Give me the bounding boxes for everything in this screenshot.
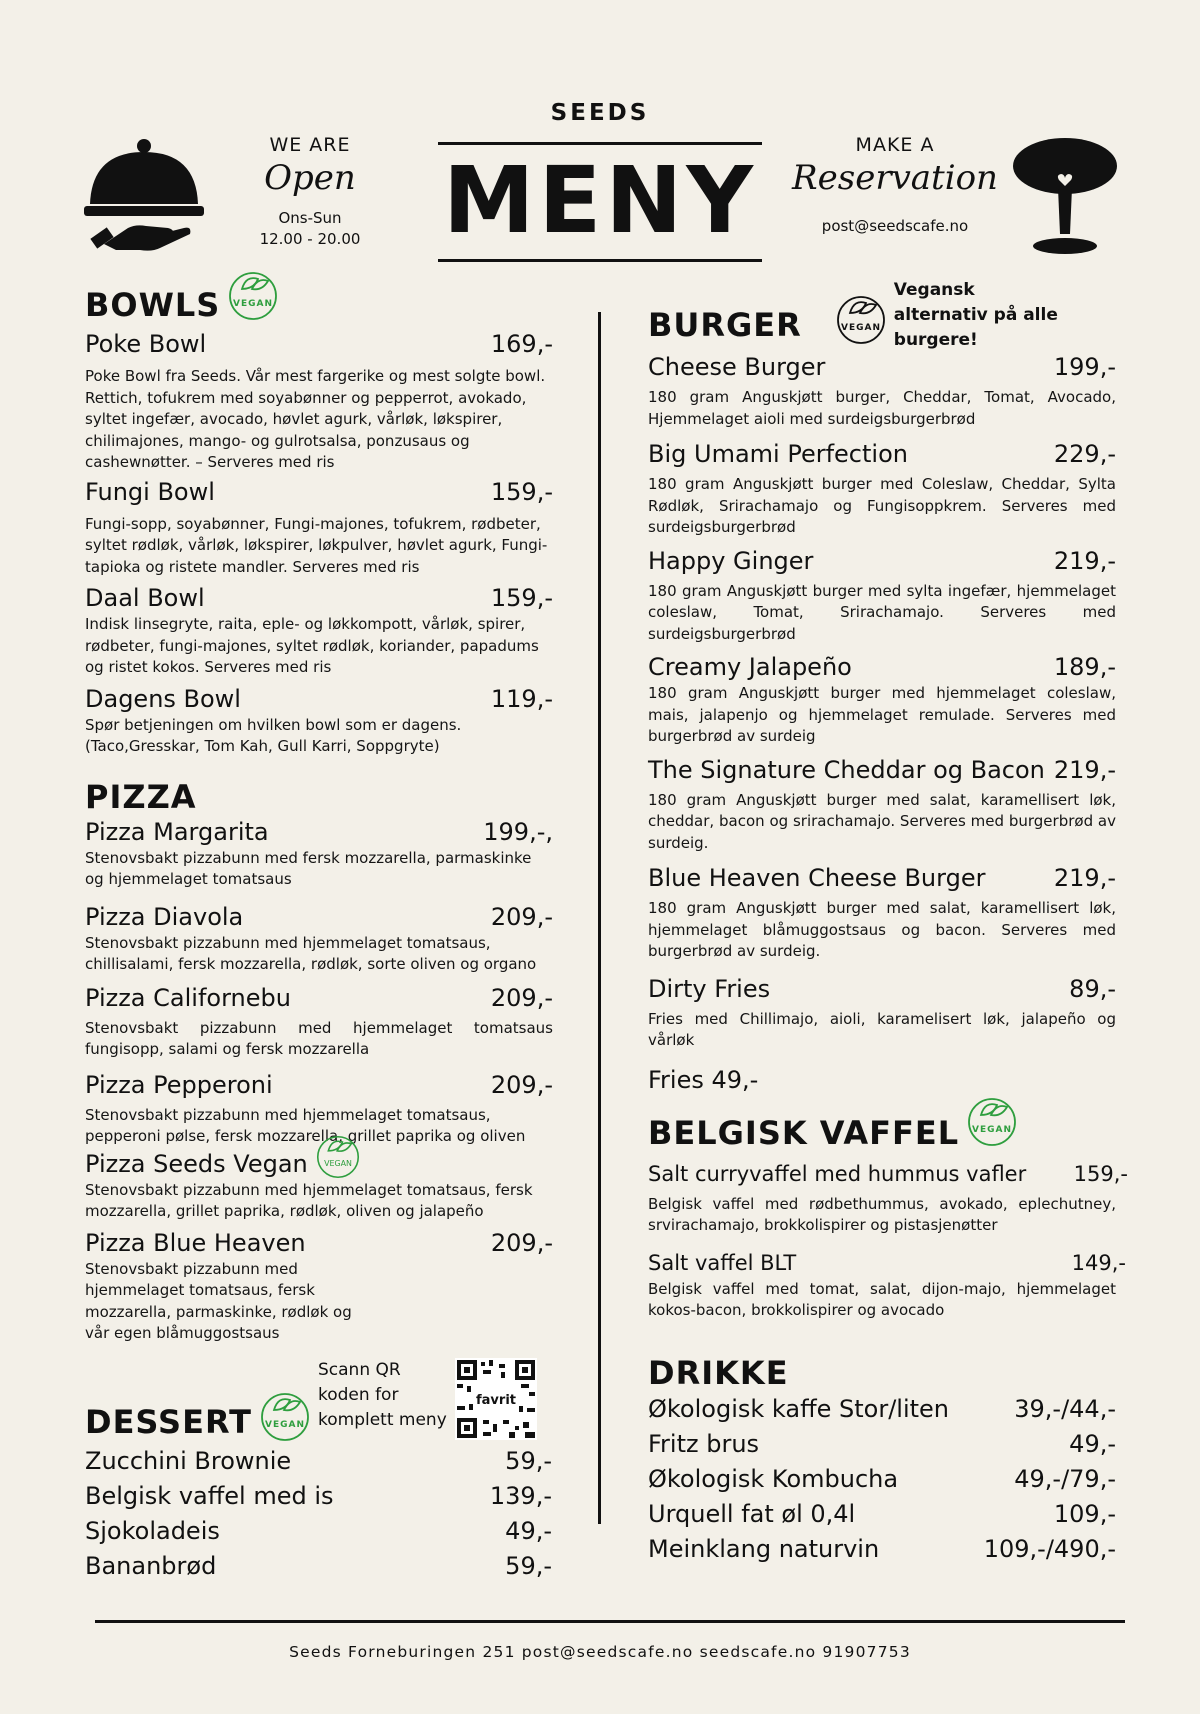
item-desc: 180 gram Anguskjøtt burger med sylta ingefær, hjemmelaget coleslaw, Tomat, Srirachamajo. Serveres med surdeigsburgerbrød [648,581,1116,643]
item-price: 209,- [490,1070,553,1099]
item-name: Sjokoladeis [85,1517,220,1545]
item-name: Belgisk vaffel med is [85,1482,334,1510]
vegan-leaf-icon [228,271,278,321]
item-desc: 180 gram Anguskjøtt burger med Coleslaw, Cheddar, Sylta Rødløk, Srirachamajo og Fungisoppkrem. Serveres med surdeigsburgerbrød [648,475,1116,536]
bowls-heading [85,286,553,324]
res-caps: MAKE A [855,134,935,156]
list-item [648,1532,1116,1567]
open-hours: 12.00 - 20.00 [259,230,361,248]
item-price: 229,- [1053,440,1116,468]
list-item [85,476,553,579]
item-price: 199,- [1053,353,1116,381]
item-name: Pizza Californebu [85,983,291,1012]
item-price: 49,- [505,1517,552,1545]
item-desc: Belgisk vaffel med tomat, salat, dijon-majo, hjemmelaget kokos-bacon, brokkolispirer og avocado [648,1279,1116,1319]
svg-text:VEGAN: VEGAN [840,322,881,333]
fries-item [648,1064,1116,1096]
vegan-leaf-icon [967,1097,1017,1147]
fries-label: Fries 49,- [648,1065,759,1094]
item-desc: Stenovsbakt pizzabunn med hjemmelaget tomatsaus, fersk mozzarella, grillet paprika, rødløk, oliven og jalapeño [85,1180,533,1220]
item-price: 219,- [1053,755,1116,784]
item-name: Pizza Seeds Vegan [85,1149,308,1178]
vegan-note: Vegansk alternativ på alle burgere! [893,280,1058,350]
list-item [85,328,553,474]
item-price: 139,- [489,1482,552,1510]
item-desc: Poke Bowl fra Seeds. Vår mest fargerike og mest solgte bowl. Rettich, tofukrem med soyabønner og pepperrot, avokado, syltet ingefær, avocado, høvlet agurk, vårløk, løkspirer, chilimajones, mango- og gulrotsalsa, ponzusaus og cashewnøtter. – Serveres med ris [85,367,546,471]
list-item [85,982,553,1061]
item-price: 59,- [505,1552,552,1580]
list-item [648,1427,1116,1462]
item-name: Cheese Burger [648,353,826,381]
item-name: Pizza Margarita [85,817,269,846]
item-desc: 180 gram Anguskjøtt burger med salat, karamellisert løk, hjemmelaget blåmuggostsaus og bacon. Serveres med burgerbrød av surdeig. [648,899,1116,960]
list-item [85,582,553,679]
item-price: 59,- [505,1447,552,1475]
list-item [648,438,1116,539]
list-item [648,651,1116,748]
vaffel-heading [648,1114,1116,1152]
item-price: 109,-/490,- [983,1534,1116,1563]
reservation-email[interactable]: post@seedscafe.no [821,217,969,235]
list-item [85,1514,552,1549]
svg-text:VEGAN: VEGAN [233,299,274,309]
item-price: 159,- [490,477,553,506]
item-desc: Stenovsbakt pizzabunn med hjemmelaget tomatsaus, fersk mozzarella, parmaskinke, rødløk og vår egen blåmuggostsaus [85,1259,352,1342]
dessert-heading [85,1402,553,1442]
item-price: 169,- [490,330,553,358]
item-name: Happy Ginger [648,546,814,575]
item-price: 119,- [490,684,553,713]
vegan-leaf-icon [836,295,886,345]
item-desc: Fries med Chillimajo, aioli, karamelisert løk, jalapeño og vårløk [648,1009,1116,1049]
item-name: Økologisk kaffe Stor/liten [648,1394,950,1423]
item-price: 149,- [1071,1250,1126,1275]
list-item [85,683,553,758]
item-price: 219,- [1053,864,1116,892]
item-name: Salt curryvaffel med hummus vafler [648,1161,1027,1186]
list-item [85,1227,553,1345]
list-item [648,545,1116,646]
item-price: 209,- [490,1228,553,1257]
item-price: 159,- [1073,1161,1128,1186]
list-item [648,1462,1116,1497]
svg-text:VEGAN: VEGAN [264,1420,305,1430]
item-name: Salt vaffel BLT [648,1250,797,1275]
drikke-heading [648,1354,1116,1392]
item-name: Fungi Bowl [85,477,215,506]
item-name: Pizza Diavola [85,902,244,931]
item-name: Dirty Fries [648,974,771,1003]
item-price: 49,- [1069,1429,1116,1458]
right-column [648,280,1128,1567]
tree-icon [1012,138,1118,256]
brand-name: SEEDS [550,100,650,126]
list-item [85,1148,553,1223]
footer-divider [95,1620,1125,1623]
page-title: MENY [442,147,757,254]
item-desc: 180 gram Anguskjøtt burger med hjemmelaget coleslaw, mais, jalapenjo og hjemmelaget remulade. Serveres med burgerbrød av surdeig [648,684,1116,745]
pizza-heading [85,778,553,816]
qr-instructions: Scann QR koden for komplett meny [318,1360,447,1430]
item-name: Pizza Blue Heaven [85,1228,306,1257]
item-name: Dagens Bowl [85,684,241,713]
left-column [85,286,553,1345]
drinks-list [648,1392,1116,1567]
item-price: 199,-, [483,817,553,846]
open-script: Open [264,158,356,198]
item-price: 219,- [1053,546,1116,575]
list-item [85,1479,552,1514]
item-name: Økologisk Kombucha [648,1464,899,1493]
item-price: 39,-/44,- [1014,1394,1116,1423]
item-name: Pizza Pepperoni [85,1070,273,1099]
item-desc: Stenovsbakt pizzabunn med hjemmelaget tomatsaus, pepperoni pølse, fersk mozzarella, grillet paprika og oliven [85,1105,526,1145]
list-item [648,1497,1116,1532]
item-price: 49,-/79,- [1014,1464,1116,1493]
burger-heading [648,280,1116,353]
item-desc: Stenovsbakt pizzabunn med hjemmelaget tomatsaus, chillisalami, fersk mozzarella, rødløk, sorte oliven og organo [85,933,537,973]
item-desc: 180 gram Anguskjøtt burger, Cheddar, Tomat, Avocado, Hjemmelaget aioli med surdeigsburgerbrød [648,388,1116,428]
item-name: Bananbrød [85,1552,217,1580]
pizza-title: PIZZA [85,777,197,816]
dessert-title: DESSERT [85,1403,252,1441]
item-price: 109,- [1053,1499,1116,1528]
burger-title: BURGER [648,305,802,344]
item-desc: Spør betjeningen om hvilken bowl som er dagens. (Taco,Gresskar, Tom Kah, Gull Karri, Soppgryte) [85,715,462,755]
item-desc: Stenovsbakt pizzabunn med hjemmelaget tomatsaus fungisopp, salami og fersk mozzarella [85,1018,553,1058]
item-name: Big Umami Perfection [648,440,908,468]
drikke-title: DRIKKE [648,1353,789,1392]
item-desc: Stenovsbakt pizzabunn med fersk mozzarella, parmaskinke og hjemmelaget tomatsaus [85,848,532,888]
dessert-section [85,1402,553,1584]
item-desc: Fungi-sopp, soyabønner, Fungi-majones, tofukrem, rødbeter, syltet rødløk, vårløk, løkspirer, løkpulver, høvlet agurk, Fungi-tapioka og ristete mandler. Serveres med ris [85,514,548,576]
title-box [438,142,762,262]
svg-text:VEGAN: VEGAN [323,1158,352,1168]
bowls-title: BOWLS [85,286,221,324]
list-item [648,1247,1126,1322]
list-item [85,816,553,891]
item-desc: 180 gram Anguskjøtt burger med salat, karamellisert løk, cheddar, bacon og srirachamajo. Serveres med burgerbrød av surdeig. [648,790,1116,852]
list-item [85,1549,552,1584]
item-price: 159,- [490,584,553,612]
list-item [648,754,1116,855]
item-name: Daal Bowl [85,584,205,612]
open-days: Ons-Sun [278,209,342,227]
footer-contact: Seeds Forneburingen 251 post@seedscafe.no seedscafe.no 91907753 [289,1643,911,1661]
item-price: 189,- [1053,653,1116,681]
item-name: Urquell fat øl 0,4l [648,1499,856,1528]
open-hours-block [230,134,390,250]
vegan-leaf-icon [260,1392,310,1442]
item-price: 209,- [490,902,553,931]
list-item [648,862,1116,963]
item-price: 89,- [1069,974,1116,1003]
vegan-leaf-icon [316,1135,360,1179]
svg-text:favrit: favrit [476,1393,516,1408]
item-desc: Indisk linsegryte, raita, eple- og løkkompott, vårløk, spirer, rødbeter, fungi-majones, syltet rødløk, koriander, papadums og ristet kokos. Serveres med ris [85,615,539,676]
item-desc: Belgisk vaffel med rødbethummus, avokado, eplechutney, srvirachamajo, brokkolispirer og pistasjenøtter [648,1194,1116,1234]
item-name: Creamy Jalapeño [648,653,852,681]
item-name: Poke Bowl [85,330,207,358]
svg-text:VEGAN: VEGAN [972,1124,1013,1135]
item-name: Fritz brus [648,1429,760,1458]
res-script: Reservation [792,158,998,198]
list-item [648,351,1116,430]
item-price: 209,- [490,983,553,1012]
item-name: Meinklang naturvin [648,1534,880,1563]
list-item [648,973,1116,1052]
item-name: Blue Heaven Cheese Burger [648,864,986,892]
item-name: The Signature Cheddar og Bacon [648,755,1045,784]
cloche-icon [82,136,204,254]
list-item [648,1392,1116,1427]
column-divider [598,312,601,1524]
list-item [85,901,553,976]
list-item [648,1158,1128,1237]
reservation-block [790,134,1000,237]
list-item [85,1444,552,1479]
vaffel-title: BELGISK VAFFEL [648,1113,960,1152]
item-name: Zucchini Brownie [85,1447,292,1475]
open-caps: WE ARE [269,134,351,156]
